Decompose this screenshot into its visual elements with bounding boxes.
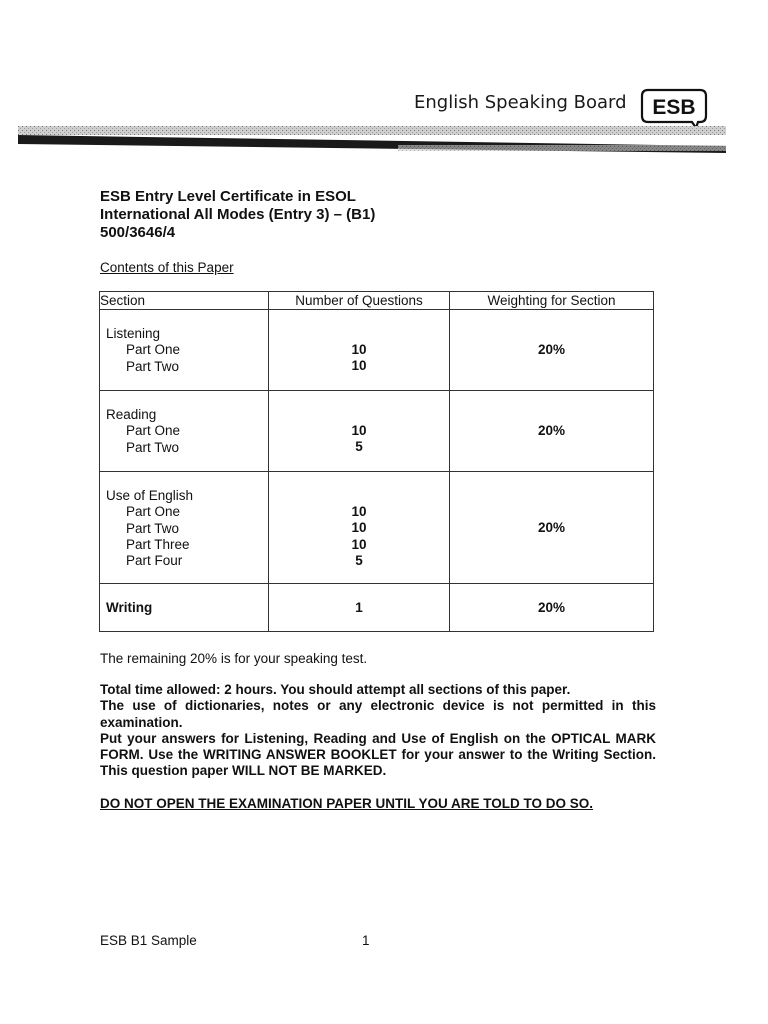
question-count: 10 <box>351 504 367 519</box>
instruction-devices: The use of dictionaries, notes or any electronic device is not permitted in this examination. <box>100 698 656 730</box>
contents-heading: Contents of this Paper <box>100 260 234 275</box>
part-label: Part Three <box>126 536 190 552</box>
column-header-weighting: Weighting for Section <box>450 292 654 310</box>
part-label: Part One <box>126 423 181 439</box>
column-header-questions: Number of Questions <box>269 292 450 310</box>
question-count: 10 <box>351 520 367 536</box>
part-label: Part One <box>126 504 181 520</box>
question-count: 1 <box>355 600 363 615</box>
title-line-2: International All Modes (Entry 3) – (B1) <box>100 206 376 223</box>
weighting-cell <box>450 472 654 584</box>
question-count: 10 <box>351 536 367 552</box>
column-header-section: Section <box>100 292 269 310</box>
questions-cell <box>269 472 450 584</box>
esb-logo <box>640 86 708 128</box>
weighting-cell <box>450 391 654 472</box>
table-row <box>100 472 654 584</box>
section-name: Listening <box>106 326 161 341</box>
section-name: Reading <box>106 407 157 422</box>
question-count: 5 <box>355 439 363 455</box>
contents-table <box>99 291 654 632</box>
question-count: 10 <box>351 423 367 438</box>
brand-name: English Speaking Board <box>414 92 627 113</box>
header-rule <box>18 126 726 160</box>
title-line-3: 500/3646/4 <box>100 224 176 241</box>
page-number: 1 <box>362 933 370 948</box>
questions-cell <box>269 584 450 632</box>
question-count: 5 <box>355 552 363 568</box>
section-cell <box>100 391 269 472</box>
weighting-value: 20% <box>537 342 566 357</box>
part-label: Part Two <box>126 358 180 374</box>
weighting-value: 20% <box>537 520 566 535</box>
part-label: Part Two <box>126 439 180 455</box>
exam-instructions <box>100 682 656 780</box>
question-count: 10 <box>351 342 367 357</box>
part-label: Part Two <box>126 520 180 536</box>
weighting-value: 20% <box>537 423 566 438</box>
section-name: Use of English <box>106 488 194 503</box>
section-cell <box>100 310 269 391</box>
table-row <box>100 391 654 472</box>
section-cell <box>100 472 269 584</box>
logo-text: ESB <box>652 96 696 119</box>
table-row <box>100 310 654 391</box>
instruction-time: Total time allowed: 2 hours. You should attempt all sections of this paper. <box>100 682 571 697</box>
questions-cell <box>269 391 450 472</box>
remaining-note: The remaining 20% is for your speaking test. <box>100 651 368 666</box>
part-label: Part One <box>126 342 181 358</box>
question-count: 10 <box>351 358 367 374</box>
table-header-row <box>100 292 654 310</box>
section-cell <box>100 584 269 632</box>
paper-title <box>100 188 375 242</box>
questions-cell <box>269 310 450 391</box>
instruction-answers: Put your answers for Listening, Reading and Use of English on the OPTICAL MARK FORM. Use the WRITING ANSWER BOOKLET for your answer to the Writing Section. This question paper WILL NOT BE MARKED. <box>100 730 656 779</box>
title-line-1: ESB Entry Level Certificate in ESOL <box>100 188 356 205</box>
header-brand <box>412 84 712 132</box>
weighting-cell <box>450 310 654 391</box>
weighting-value: 20% <box>537 600 566 615</box>
weighting-cell <box>450 584 654 632</box>
table-row <box>100 584 654 632</box>
do-not-open-warning: DO NOT OPEN THE EXAMINATION PAPER UNTIL YOU ARE TOLD TO DO SO. <box>100 796 594 811</box>
section-name: Writing <box>106 600 153 615</box>
footer-label: ESB B1 Sample <box>100 933 197 948</box>
part-label: Part Four <box>126 553 183 569</box>
